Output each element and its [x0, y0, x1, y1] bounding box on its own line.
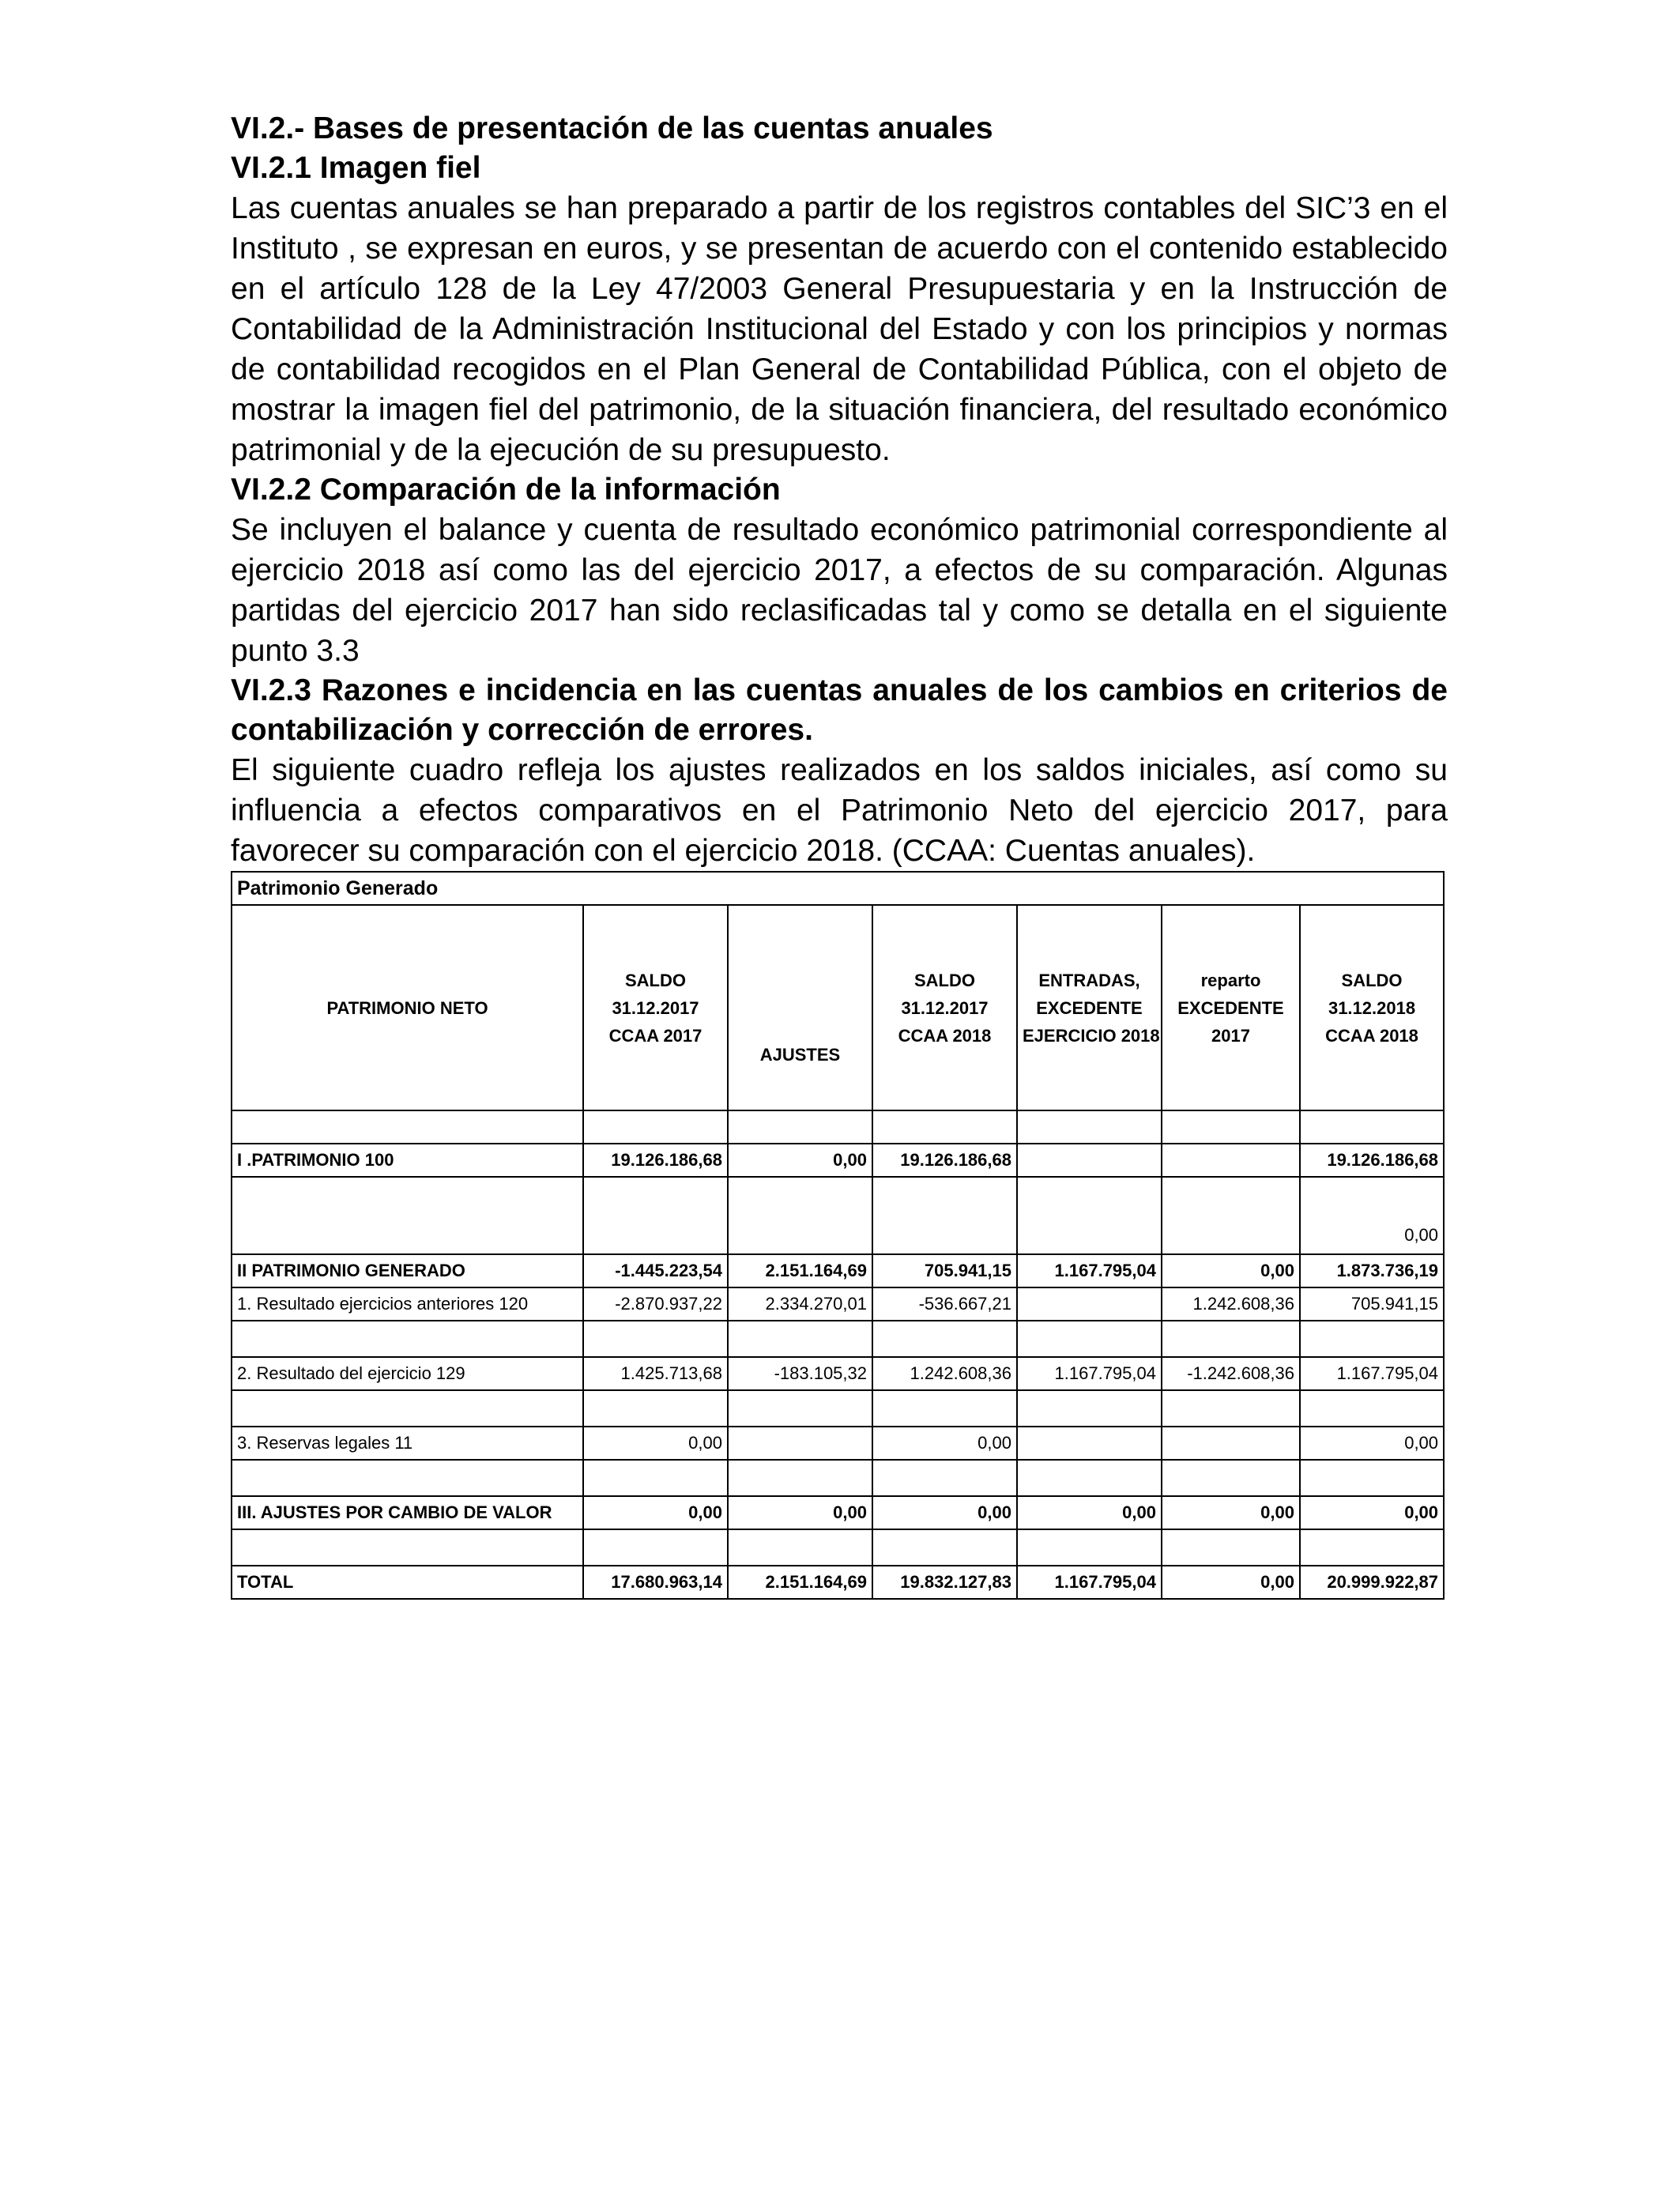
header-ajustes: AJUSTES: [728, 905, 872, 1110]
paragraph-imagen-fiel: Las cuentas anuales se han preparado a partir de los registros contables del SIC’3 en el Instituto , se expresan en euros, y se presentan de acuerdo con el contenido establecido en el artículo 128 de la Ley 47/2003 General Presupuestaria y en la Instrucción de Contabilidad de la Administración Institucional del Estado y con los principios y normas de contabilidad recogidos en el Plan General de Contabilidad Pública, con el objeto de mostrar la imagen fiel del patrimonio, de la situación financiera, del resultado económico patrimonial y de la ejecución de su presupuesto.: [231, 191, 1448, 467]
header-entradas: [1017, 905, 1162, 1110]
table-caption-row: [232, 872, 1444, 905]
table-cell: III. AJUSTES POR CAMBIO DE VALOR: [232, 1496, 583, 1529]
table-cell: [583, 1460, 728, 1496]
table-cell: [1162, 1390, 1300, 1427]
table-cell: 1.425.713,68: [583, 1357, 728, 1390]
table-cell: 705.941,15: [872, 1254, 1017, 1287]
table-cell: 0,00: [728, 1496, 872, 1529]
table-cell: [1300, 1321, 1444, 1357]
header-line: 2017: [1211, 1025, 1250, 1046]
table-cell: [1162, 1529, 1300, 1566]
table-caption: Patrimonio Generado: [232, 872, 1444, 905]
table-cell: 1. Resultado ejercicios anteriores 120: [232, 1287, 583, 1321]
section-heading-main: VI.2.- Bases de presentación de las cuentas anuales: [231, 111, 993, 145]
table-cell: [1300, 1110, 1444, 1144]
table-row-blank: [232, 1529, 1444, 1566]
header-saldo-2017: [583, 905, 728, 1110]
table-cell: [1017, 1110, 1162, 1144]
header-line: ENTRADAS,: [1038, 970, 1140, 990]
table-cell: [1162, 1177, 1300, 1254]
table-cell: [872, 1110, 1017, 1144]
header-saldo-2018: [1300, 905, 1444, 1110]
table-cell: -2.870.937,22: [583, 1287, 728, 1321]
table-cell: [583, 1390, 728, 1427]
table-cell: 0,00: [872, 1496, 1017, 1529]
table-row-blank: [232, 1321, 1444, 1357]
table-cell: [728, 1110, 872, 1144]
table-cell: 0,00: [1162, 1254, 1300, 1287]
table-cell: [1017, 1529, 1162, 1566]
table-header-row: [232, 905, 1444, 1110]
table-cell: [1300, 1460, 1444, 1496]
table-cell: [728, 1177, 872, 1254]
table-cell: 0,00: [872, 1427, 1017, 1460]
table-cell: [232, 1460, 583, 1496]
table-cell: 19.126.186,68: [1300, 1144, 1444, 1177]
table-cell: 17.680.963,14: [583, 1566, 728, 1599]
table-cell: [728, 1460, 872, 1496]
table-cell: [1017, 1177, 1162, 1254]
table-cell: 0,00: [728, 1144, 872, 1177]
table-cell: 1.242.608,36: [1162, 1287, 1300, 1321]
table-row-total: [232, 1566, 1444, 1599]
table-row-blank: [232, 1460, 1444, 1496]
table-cell: [583, 1321, 728, 1357]
table-cell: [1162, 1427, 1300, 1460]
patrimonio-table: [231, 871, 1445, 1600]
table-cell: [232, 1110, 583, 1144]
table-cell: 0,00: [1300, 1496, 1444, 1529]
header-line: 31.12.2018: [1328, 997, 1416, 1018]
table-cell: [1017, 1390, 1162, 1427]
table-cell: 3. Reservas legales 11: [232, 1427, 583, 1460]
table-cell: 1.167.795,04: [1017, 1566, 1162, 1599]
paragraph-comparacion: Se incluyen el balance y cuenta de resultado económico patrimonial correspondiente al ejercicio 2018 así como las del ejercicio 2017, a efectos de su comparación. Algunas partidas del ejercicio 2017 han sido reclasificadas tal y como se detalla en el siguiente punto 3.3: [231, 513, 1448, 668]
table-cell: [728, 1390, 872, 1427]
header-line: SALDO: [1341, 970, 1403, 990]
header-line: CCAA 2018: [898, 1025, 992, 1046]
header-line: reparto: [1200, 970, 1261, 990]
section-heading-2-2: VI.2.2 Comparación de la información: [231, 473, 781, 507]
table-cell: [232, 1390, 583, 1427]
table-cell: 19.126.186,68: [583, 1144, 728, 1177]
table-cell: [1017, 1460, 1162, 1496]
section-heading-2-1: VI.2.1 Imagen fiel: [231, 151, 481, 185]
table-cell: 2.151.164,69: [728, 1254, 872, 1287]
table-cell: 19.832.127,83: [872, 1566, 1017, 1599]
table-row-blank: [232, 1390, 1444, 1427]
table-cell: 1.242.608,36: [872, 1357, 1017, 1390]
section-heading-2-3: VI.2.3 Razones e incidencia en las cuentas anuales de los cambios en criterios de contabilización y corrección de errores.: [231, 673, 1448, 747]
table-cell: -1.445.223,54: [583, 1254, 728, 1287]
header-line: SALDO: [625, 970, 686, 990]
table-cell: [1017, 1287, 1162, 1321]
table-cell: 20.999.922,87: [1300, 1566, 1444, 1599]
header-line: 31.12.2017: [901, 997, 989, 1018]
table-cell: [232, 1529, 583, 1566]
table-cell: 0,00: [583, 1427, 728, 1460]
table-row-blank: [232, 1110, 1444, 1144]
table-cell: [728, 1427, 872, 1460]
table-row: [232, 1427, 1444, 1460]
table-row: [232, 1357, 1444, 1390]
paragraph-cuadro-intro: El siguiente cuadro refleja los ajustes realizados en los saldos iniciales, así como su influencia a efectos comparativos en el Patrimonio Neto del ejercicio 2017, para favorecer su comparación con el ejercicio 2018. (CCAA: Cuentas anuales).: [231, 753, 1448, 868]
table-cell: [583, 1529, 728, 1566]
table-cell: [583, 1177, 728, 1254]
table-cell: [728, 1321, 872, 1357]
header-line: EJERCICIO 2018: [1023, 1025, 1160, 1046]
table-cell: 705.941,15: [1300, 1287, 1444, 1321]
table-cell: [872, 1390, 1017, 1427]
table-row: [232, 1144, 1444, 1177]
table-cell: [872, 1460, 1017, 1496]
table-cell: [1162, 1321, 1300, 1357]
table-cell: 1.167.795,04: [1017, 1254, 1162, 1287]
table-row: [232, 1177, 1444, 1254]
table-cell: 0,00: [583, 1496, 728, 1529]
table-cell: [872, 1529, 1017, 1566]
header-line: CCAA 2018: [1325, 1025, 1418, 1046]
table-cell: [1162, 1144, 1300, 1177]
table-cell: 0,00: [1017, 1496, 1162, 1529]
table-cell: 0,00: [1162, 1496, 1300, 1529]
table-cell: 2.334.270,01: [728, 1287, 872, 1321]
table-cell: [1300, 1390, 1444, 1427]
header-line: EXCEDENTE: [1036, 997, 1143, 1018]
header-line: 31.12.2017: [612, 997, 699, 1018]
table-cell: I .PATRIMONIO 100: [232, 1144, 583, 1177]
table-cell: 1.873.736,19: [1300, 1254, 1444, 1287]
table-cell: -1.242.608,36: [1162, 1357, 1300, 1390]
table-cell: 19.126.186,68: [872, 1144, 1017, 1177]
table-cell: [1017, 1144, 1162, 1177]
table-cell: 2. Resultado del ejercicio 129: [232, 1357, 583, 1390]
table-cell: [232, 1177, 583, 1254]
table-cell: II PATRIMONIO GENERADO: [232, 1254, 583, 1287]
table-cell: [583, 1110, 728, 1144]
table-cell: [872, 1321, 1017, 1357]
header-patrimonio-neto: PATRIMONIO NETO: [232, 905, 583, 1110]
table-cell: 0,00: [1162, 1566, 1300, 1599]
table-cell: [1017, 1321, 1162, 1357]
table-row: [232, 1496, 1444, 1529]
header-saldo-2017-ccaa2018: [872, 905, 1017, 1110]
header-line: SALDO: [914, 970, 975, 990]
table-cell: [1017, 1427, 1162, 1460]
header-line: CCAA 2017: [608, 1025, 703, 1046]
table-cell: [1162, 1110, 1300, 1144]
table-cell: [232, 1321, 583, 1357]
document-page: [231, 109, 1448, 1600]
table-cell: [1300, 1529, 1444, 1566]
header-line: EXCEDENTE: [1177, 997, 1284, 1018]
table-cell: -536.667,21: [872, 1287, 1017, 1321]
table-cell: [728, 1529, 872, 1566]
table-cell: 1.167.795,04: [1017, 1357, 1162, 1390]
table-row: [232, 1287, 1444, 1321]
header-reparto: [1162, 905, 1300, 1110]
table-cell: [872, 1177, 1017, 1254]
table-cell: -183.105,32: [728, 1357, 872, 1390]
table-cell: 2.151.164,69: [728, 1566, 872, 1599]
table-cell: 1.167.795,04: [1300, 1357, 1444, 1390]
table-row: [232, 1254, 1444, 1287]
table-cell: TOTAL: [232, 1566, 583, 1599]
table-cell: 0,00: [1300, 1177, 1444, 1254]
table-cell: [1162, 1460, 1300, 1496]
table-cell: 0,00: [1300, 1427, 1444, 1460]
